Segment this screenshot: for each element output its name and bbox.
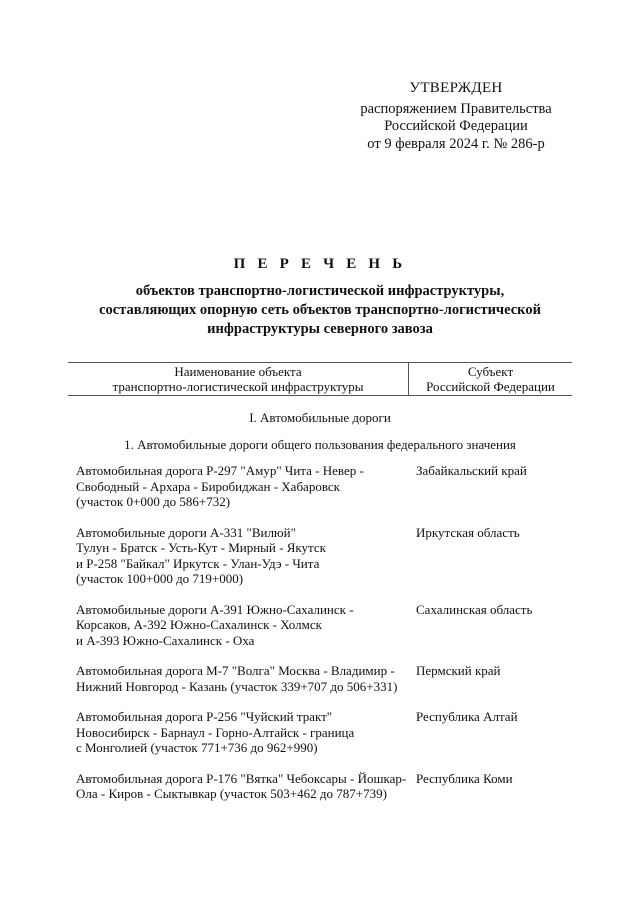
infrastructure-table [68,362,572,817]
header-object-name [68,363,409,395]
object-line: (участок 0+000 до 586+732) [76,494,231,509]
object-cell [68,771,408,802]
document-title: П Е Р Е Ч Е Н Ь [233,256,407,272]
header-text: транспортно-логистической инфраструктуры [112,379,364,394]
object-line: Ола - Киров - Сыктывкар (участок 503+462 до 787+739) [76,786,387,801]
object-line: Нижний Новгород - Казань (участок 339+707 до 506+331) [76,678,398,694]
subtitle-line: составляющих опорную сеть объектов транспортно-логистической [99,302,541,318]
subject-cell: Иркутская область [416,524,520,540]
subject-cell: Пермский край [416,663,501,678]
object-cell [68,525,408,587]
subject-cell: Республика Коми [416,770,513,786]
subtitle-line: объектов транспортно-логистической инфраструктуры, [135,283,505,299]
table-header [68,362,572,396]
approval-line: распоряжением Правительства [360,100,552,117]
subsection-heading: 1. Автомобильные дороги общего пользования федерального значения [124,436,516,452]
table-body [68,463,572,802]
object-line: Автомобильная дорога М-7 "Волга" Москва - Владимир - [76,663,395,678]
object-line: Автомобильные дороги А-331 "Вилюй" [76,524,296,540]
subtitle-line: инфраструктуры северного завоза [207,321,433,337]
object-line: и Р-258 "Байкал" Иркутск - Улан-Удэ - Чита [76,555,320,571]
subject-cell: Сахалинская область [416,601,533,617]
section-heading: I. Автомобильные дороги [249,410,391,425]
table-row [68,525,572,587]
header-subject [409,364,572,395]
approval-line: от 9 февраля 2024 г. № 286-р [367,135,545,152]
header-text: Наименование объекта [174,363,302,379]
table-row [68,771,572,802]
subject-cell: Забайкальский край [416,463,527,478]
table-row [68,709,572,756]
table-row [68,463,572,510]
header-text: Субъект [467,363,514,379]
object-line: с Монголией (участок 771+736 до 962+990) [76,740,318,755]
object-cell [68,663,408,694]
object-cell [68,602,408,649]
object-cell [68,463,408,510]
table-row [68,602,572,649]
approval-stamp: УТВЕРЖДЕН [409,80,503,96]
document-subtitle [60,282,580,339]
object-line: Автомобильная дорога Р-176 "Вятка" Чебоксары - Йошкар- [76,770,407,786]
subject-cell: Республика Алтай [416,709,518,724]
object-line: Новосибирск - Барнаул - Горно-Алтайск - граница [76,724,355,740]
approval-line: Российской Федерации [384,118,528,134]
document-heading [60,256,580,339]
object-line: Тулун - Братск - Усть-Кут - Мирный - Якутск [76,540,326,555]
object-line: и А-393 Южно-Сахалинск - Оха [76,632,255,648]
object-line: (участок 100+000 до 719+000) [76,571,244,586]
object-line: Автомобильная дорога Р-297 "Амур" Чита - Невер - [76,463,364,478]
object-line: Автомобильная дорога Р-256 "Чуйский тракт" [76,709,333,724]
object-line: Автомобильные дороги А-391 Южно-Сахалинск - [76,601,354,617]
table-row [68,663,572,694]
object-line: Свободный - Архара - Биробиджан - Хабаровск [76,478,340,494]
object-cell [68,709,408,756]
object-line: Корсаков, А-392 Южно-Сахалинск - Холмск [76,617,322,632]
approval-block [340,80,572,153]
header-text: Российской Федерации [426,379,555,394]
